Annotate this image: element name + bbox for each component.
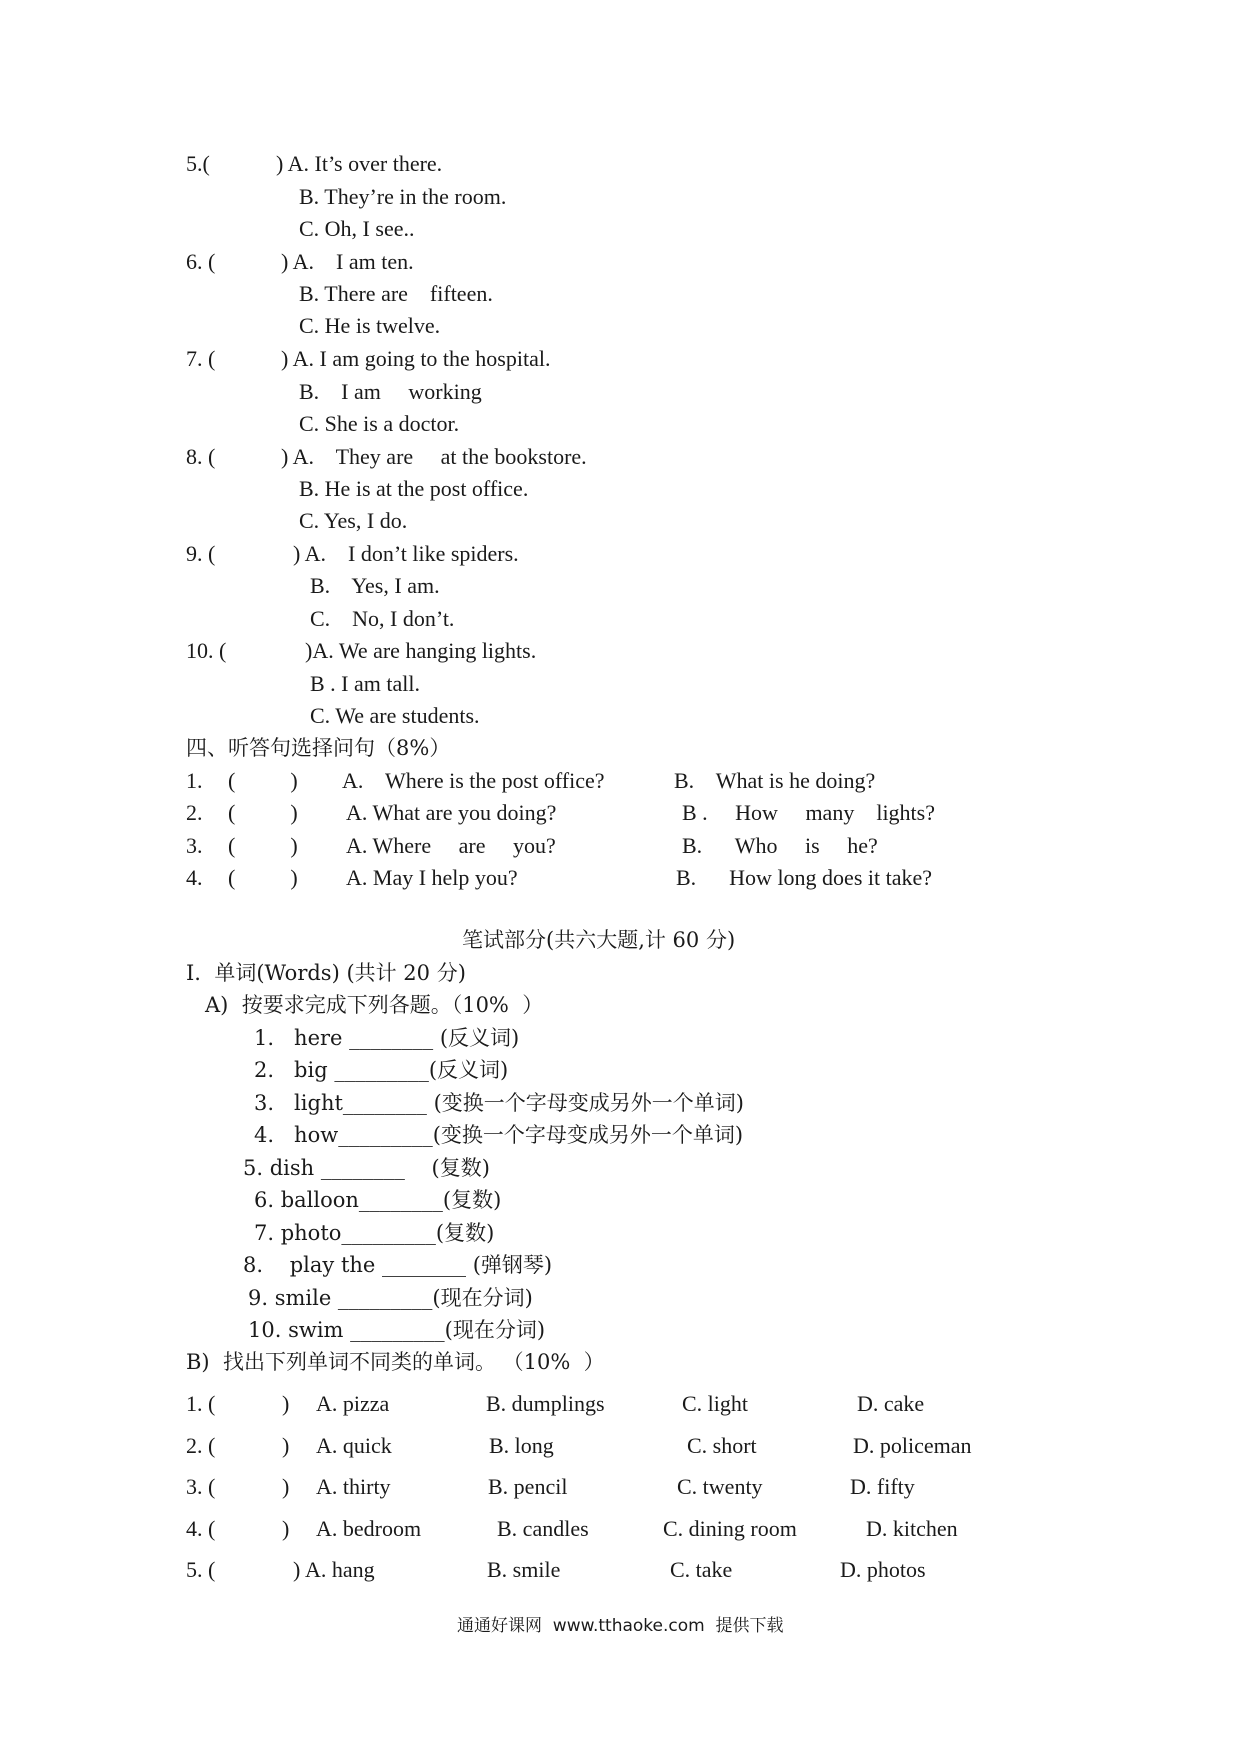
written-part-heading: 笔试部分(共六大题,计 60 分) [462,928,736,952]
option-d: D. kitchen [866,1516,958,1541]
option-a: ) A. I don’t like spiders. [293,541,519,566]
row-number: 3. ( [186,1474,216,1499]
answer-paren-close: ) [282,1433,290,1458]
list-item: 9. smile _________(现在分词) [248,1286,533,1310]
option-c: C. He is twelve. [299,313,441,338]
option-b: B. He is at the post office. [299,476,529,501]
list-item: 7. photo_________(复数) [254,1221,495,1245]
option-b: B. How long does it take? [676,865,933,890]
option-b: B . I am tall. [310,671,420,696]
option-a: A. hang [305,1557,375,1582]
option-a: A. pizza [316,1391,390,1416]
option-d: D. cake [857,1391,925,1416]
option-d: D. policeman [853,1433,972,1458]
option-b: B. Yes, I am. [310,573,440,598]
row-number: 5. ( [186,1557,216,1582]
question-number: 10. ( [186,638,227,663]
list-item: 3. light________ (变换一个字母变成另外一个单词) [254,1091,744,1115]
option-b: B. I am working [299,379,482,404]
option-b: B. There are fifteen. [299,281,493,306]
option-d: D. photos [840,1557,926,1582]
answer-paren-close: ) [293,1557,301,1582]
option-c: C. short [687,1433,757,1458]
list-item: 2. big _________(反义词) [254,1058,509,1082]
option-b: B. long [489,1433,554,1458]
answer-blank: ( ) [228,833,298,858]
option-a: )A. We are hanging lights. [305,638,537,663]
part-1-title: I. 单词(Words) (共计 20 分) [186,961,466,985]
option-a: A. What are you doing? [346,800,557,825]
item-number: 3. [186,833,203,858]
option-c: C. No, I don’t. [310,606,455,631]
option-b: B. dumplings [486,1391,605,1416]
list-item: 10. swim _________(现在分词) [248,1318,546,1342]
option-a: A. thirty [316,1474,391,1499]
option-c: C. take [670,1557,733,1582]
option-c: C. twenty [677,1474,763,1499]
list-item: 1. here ________ (反义词) [254,1026,520,1050]
option-c: C. dining room [663,1516,797,1541]
option-c: C. Oh, I see.. [299,216,415,241]
item-number: 4. [186,865,203,890]
option-a: A. Where are you? [346,833,556,858]
option-b: B. What is he doing? [674,768,876,793]
sub-a-title: A) 按要求完成下列各题。（10% ） [205,993,544,1017]
option-b: B . How many lights? [682,800,935,825]
section-4-title: 四、听答句选择问句（8%） [186,736,451,760]
question-number: 9. ( [186,541,216,566]
item-number: 1. [186,768,203,793]
row-number: 4. ( [186,1516,216,1541]
option-a: ) A. They are at the bookstore. [281,444,587,469]
option-b: B. candles [497,1516,589,1541]
question-number: 5.( [186,151,210,176]
option-a: A. bedroom [316,1516,422,1541]
option-a: A. Where is the post office? [342,768,605,793]
answer-blank: ( ) [228,865,298,890]
option-b: B. pencil [488,1474,568,1499]
list-item: 5. dish ________ (复数) [243,1156,490,1180]
option-a: ) A. I am going to the hospital. [281,346,551,371]
option-c: C. We are students. [310,703,480,728]
option-a: A. quick [316,1433,392,1458]
answer-blank: ( ) [228,768,298,793]
option-b: B. smile [487,1557,561,1582]
option-a: ) A. I am ten. [281,249,414,274]
question-number: 8. ( [186,444,216,469]
option-a: A. May I help you? [346,865,518,890]
answer-paren-close: ) [282,1516,290,1541]
question-number: 6. ( [186,249,216,274]
question-number: 7. ( [186,346,216,371]
option-c: C. light [682,1391,749,1416]
option-c: C. Yes, I do. [299,508,408,533]
page-footer: 通通好课网 www.tthaoke.com 提供下载 [457,1616,784,1636]
option-b: B. They’re in the room. [299,184,507,209]
row-number: 1. ( [186,1391,216,1416]
option-a: ) A. It’s over there. [276,151,443,176]
list-item: 4. how_________(变换一个字母变成另外一个单词) [254,1123,744,1147]
option-b: B. Who is he? [682,833,878,858]
answer-paren-close: ) [282,1474,290,1499]
option-c: C. She is a doctor. [299,411,460,436]
item-number: 2. [186,800,203,825]
row-number: 2. ( [186,1433,216,1458]
list-item: 8. play the ________ (弹钢琴) [243,1253,553,1277]
answer-blank: ( ) [228,800,298,825]
list-item: 6. balloon________(复数) [254,1188,502,1212]
option-d: D. fifty [850,1474,915,1499]
sub-b-title: B) 找出下列单词不同类的单词。 （10% ） [186,1350,605,1374]
answer-paren-close: ) [282,1391,290,1416]
